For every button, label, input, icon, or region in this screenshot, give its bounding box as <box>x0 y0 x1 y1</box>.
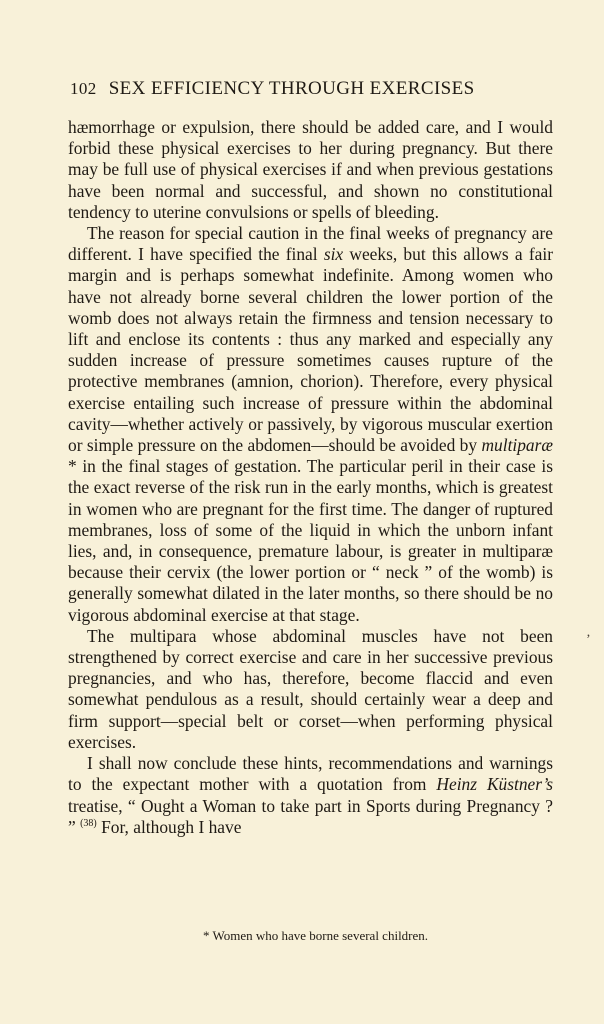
paragraph-2-text-a: The reason for special caution in the final weeks of pregnancy are different. I have specified the final <box>68 223 553 265</box>
italic-author: Heinz Küstner’s <box>436 774 553 795</box>
footnote-reference-star: * <box>68 456 77 477</box>
paragraph-4-text-a: I shall now conclude these hints, recommendations and warnings to the expectant mother with a quotation from <box>68 753 553 795</box>
footnote <box>68 928 553 944</box>
paragraph-4-text-b: treatise, “ Ought a Woman to take part in Sports during Pregnancy ? ” <box>68 795 553 837</box>
paragraph-2 <box>68 223 553 626</box>
running-head <box>70 78 540 100</box>
paragraph-4 <box>68 753 553 838</box>
paragraph-4-text-c: For, although I have <box>96 816 242 837</box>
paragraph-1: hæmorrhage or expulsion, there should be added care, and I would forbid these physical exercises to her during pregnancy. But there may be full use of physical exercises if and when previous gestations have been normal and successful, and shown no constitutional tendency to uterine convulsions or spells of bleeding. <box>68 117 553 222</box>
paragraph-3: The multipara whose abdominal muscles have not been strengthened by correct exercise and care in her successive previous pregnancies, and who has, therefore, become flaccid and even somewhat pendulous as a result, should certainly wear a deep and firm support—special belt or corset—when performing physical exercises. <box>68 625 553 752</box>
citation-reference: (38) <box>80 817 97 829</box>
paragraph-2-text-b: weeks, but this allows a fair margin and is perhaps somewhat indefinite. Among women who have not already borne several children the lower portion of the womb does not always retain the firmness and tension necessary to lift and enclose its contents : thus any marked and especially any sudden increase of pressure sometimes causes rupture of the protective membranes (amnion, chorion). Therefore, every physical exercise entailing such increase of pressure within the abdominal cavity—whether actively or passively, by vigorous muscular exertion or simple pressure on the abdomen—should be avoided by <box>68 244 553 456</box>
italic-six: six <box>323 244 344 265</box>
margin-mark: ‚ <box>586 625 591 640</box>
italic-multiparae: multiparæ <box>481 435 553 456</box>
footnote-text: Women who have borne several children. <box>209 928 429 943</box>
page-number: 102 <box>70 79 97 98</box>
running-title: SEX EFFICIENCY THROUGH EXERCISES <box>108 78 475 99</box>
paragraph-2-text-c: in the final stages of gestation. The particular peril in their case is the exact reverse of the risk run in the early months, which is greatest in women who are pregnant for the first time. The danger of ruptured membranes, loss of some of the liquid in which the unborn infant lies, and, in consequence, premature labour, is greater in multiparæ because their cervix (the lower portion or “ neck ” of the womb) is generally somewhat dilated in the later months, so there should be no vigorous abdominal exercise at that stage. <box>68 456 553 625</box>
body-text <box>68 117 553 838</box>
footnote-marker: * <box>202 928 210 943</box>
